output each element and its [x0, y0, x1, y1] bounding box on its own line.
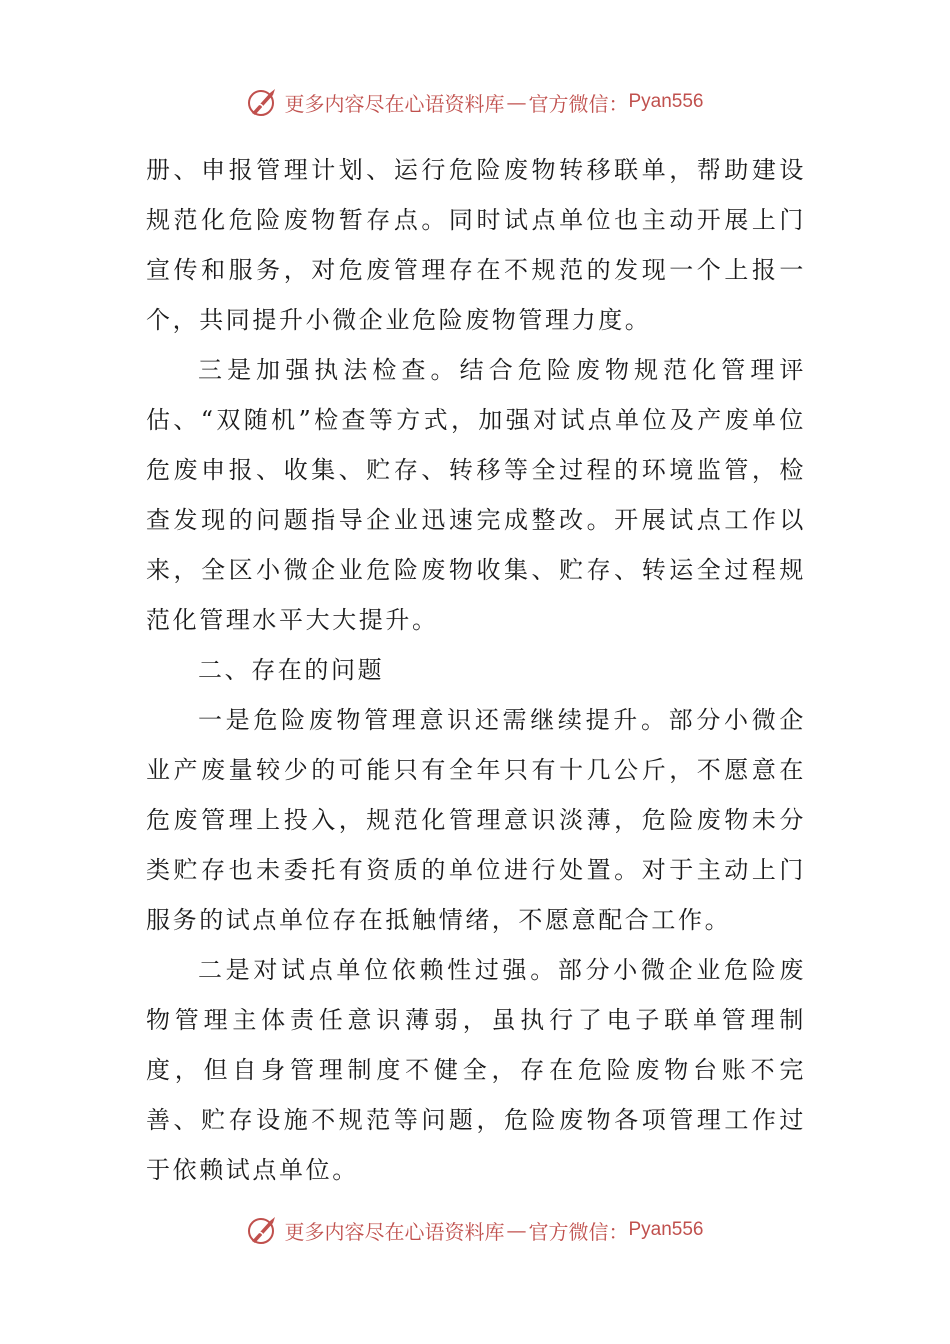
- header-watermark: [0, 82, 950, 122]
- paragraph-1: 册、申报管理计划、运行危险废物转移联单，帮助建设规范化危险废物暂存点。同时试点单位也主动开展上门宣传和服务，对危废管理存在不规范的发现一个上报一个，共同提升小微企业危险废物管理力度。: [146, 156, 806, 334]
- header-wechat-id: Pyan556: [628, 91, 704, 112]
- paragraph-4: 二是对试点单位依赖性过强。部分小微企业危险废物管理主体责任意识薄弱，虽执行了电子联单管理制度，但自身管理制度不健全，存在危险废物台账不完善、贮存设施不规范等问题，危险废物各项管理工作过于依赖试点单位。: [146, 956, 806, 1184]
- footer-wechat-label: 官方微信：: [528, 1219, 629, 1244]
- header-wechat-label: 官方微信：: [528, 91, 629, 116]
- footer-separator: —: [506, 1218, 527, 1242]
- header-site-text: 更多内容尽在心语资料库: [284, 91, 505, 116]
- document-body: [146, 145, 806, 1195]
- pen-logo-icon: [246, 85, 280, 119]
- footer-wechat-id: Pyan556: [628, 1219, 704, 1240]
- footer-watermark: [0, 1210, 950, 1250]
- pen-logo-icon: [246, 1213, 280, 1247]
- paragraph-2: 三是加强执法检查。结合危险废物规范化管理评估、“双随机”检查等方式，加强对试点单位及产废单位危废申报、收集、贮存、转移等全过程的环境监管，检查发现的问题指导企业迅速完成整改。开展试点工作以来，全区小微企业危险废物收集、贮存、转运全过程规范化管理水平大大提升。: [146, 356, 806, 634]
- footer-site-text: 更多内容尽在心语资料库: [284, 1219, 505, 1244]
- header-separator: —: [506, 90, 527, 114]
- paragraph-3: 一是危险废物管理意识还需继续提升。部分小微企业产废量较少的可能只有全年只有十几公斤，不愿意在危废管理上投入，规范化管理意识淡薄，危险废物未分类贮存也未委托有资质的单位进行处置。对于主动上门服务的试点单位存在抵触情绪，不愿意配合工作。: [146, 706, 806, 934]
- section-heading: 二、存在的问题: [198, 656, 385, 684]
